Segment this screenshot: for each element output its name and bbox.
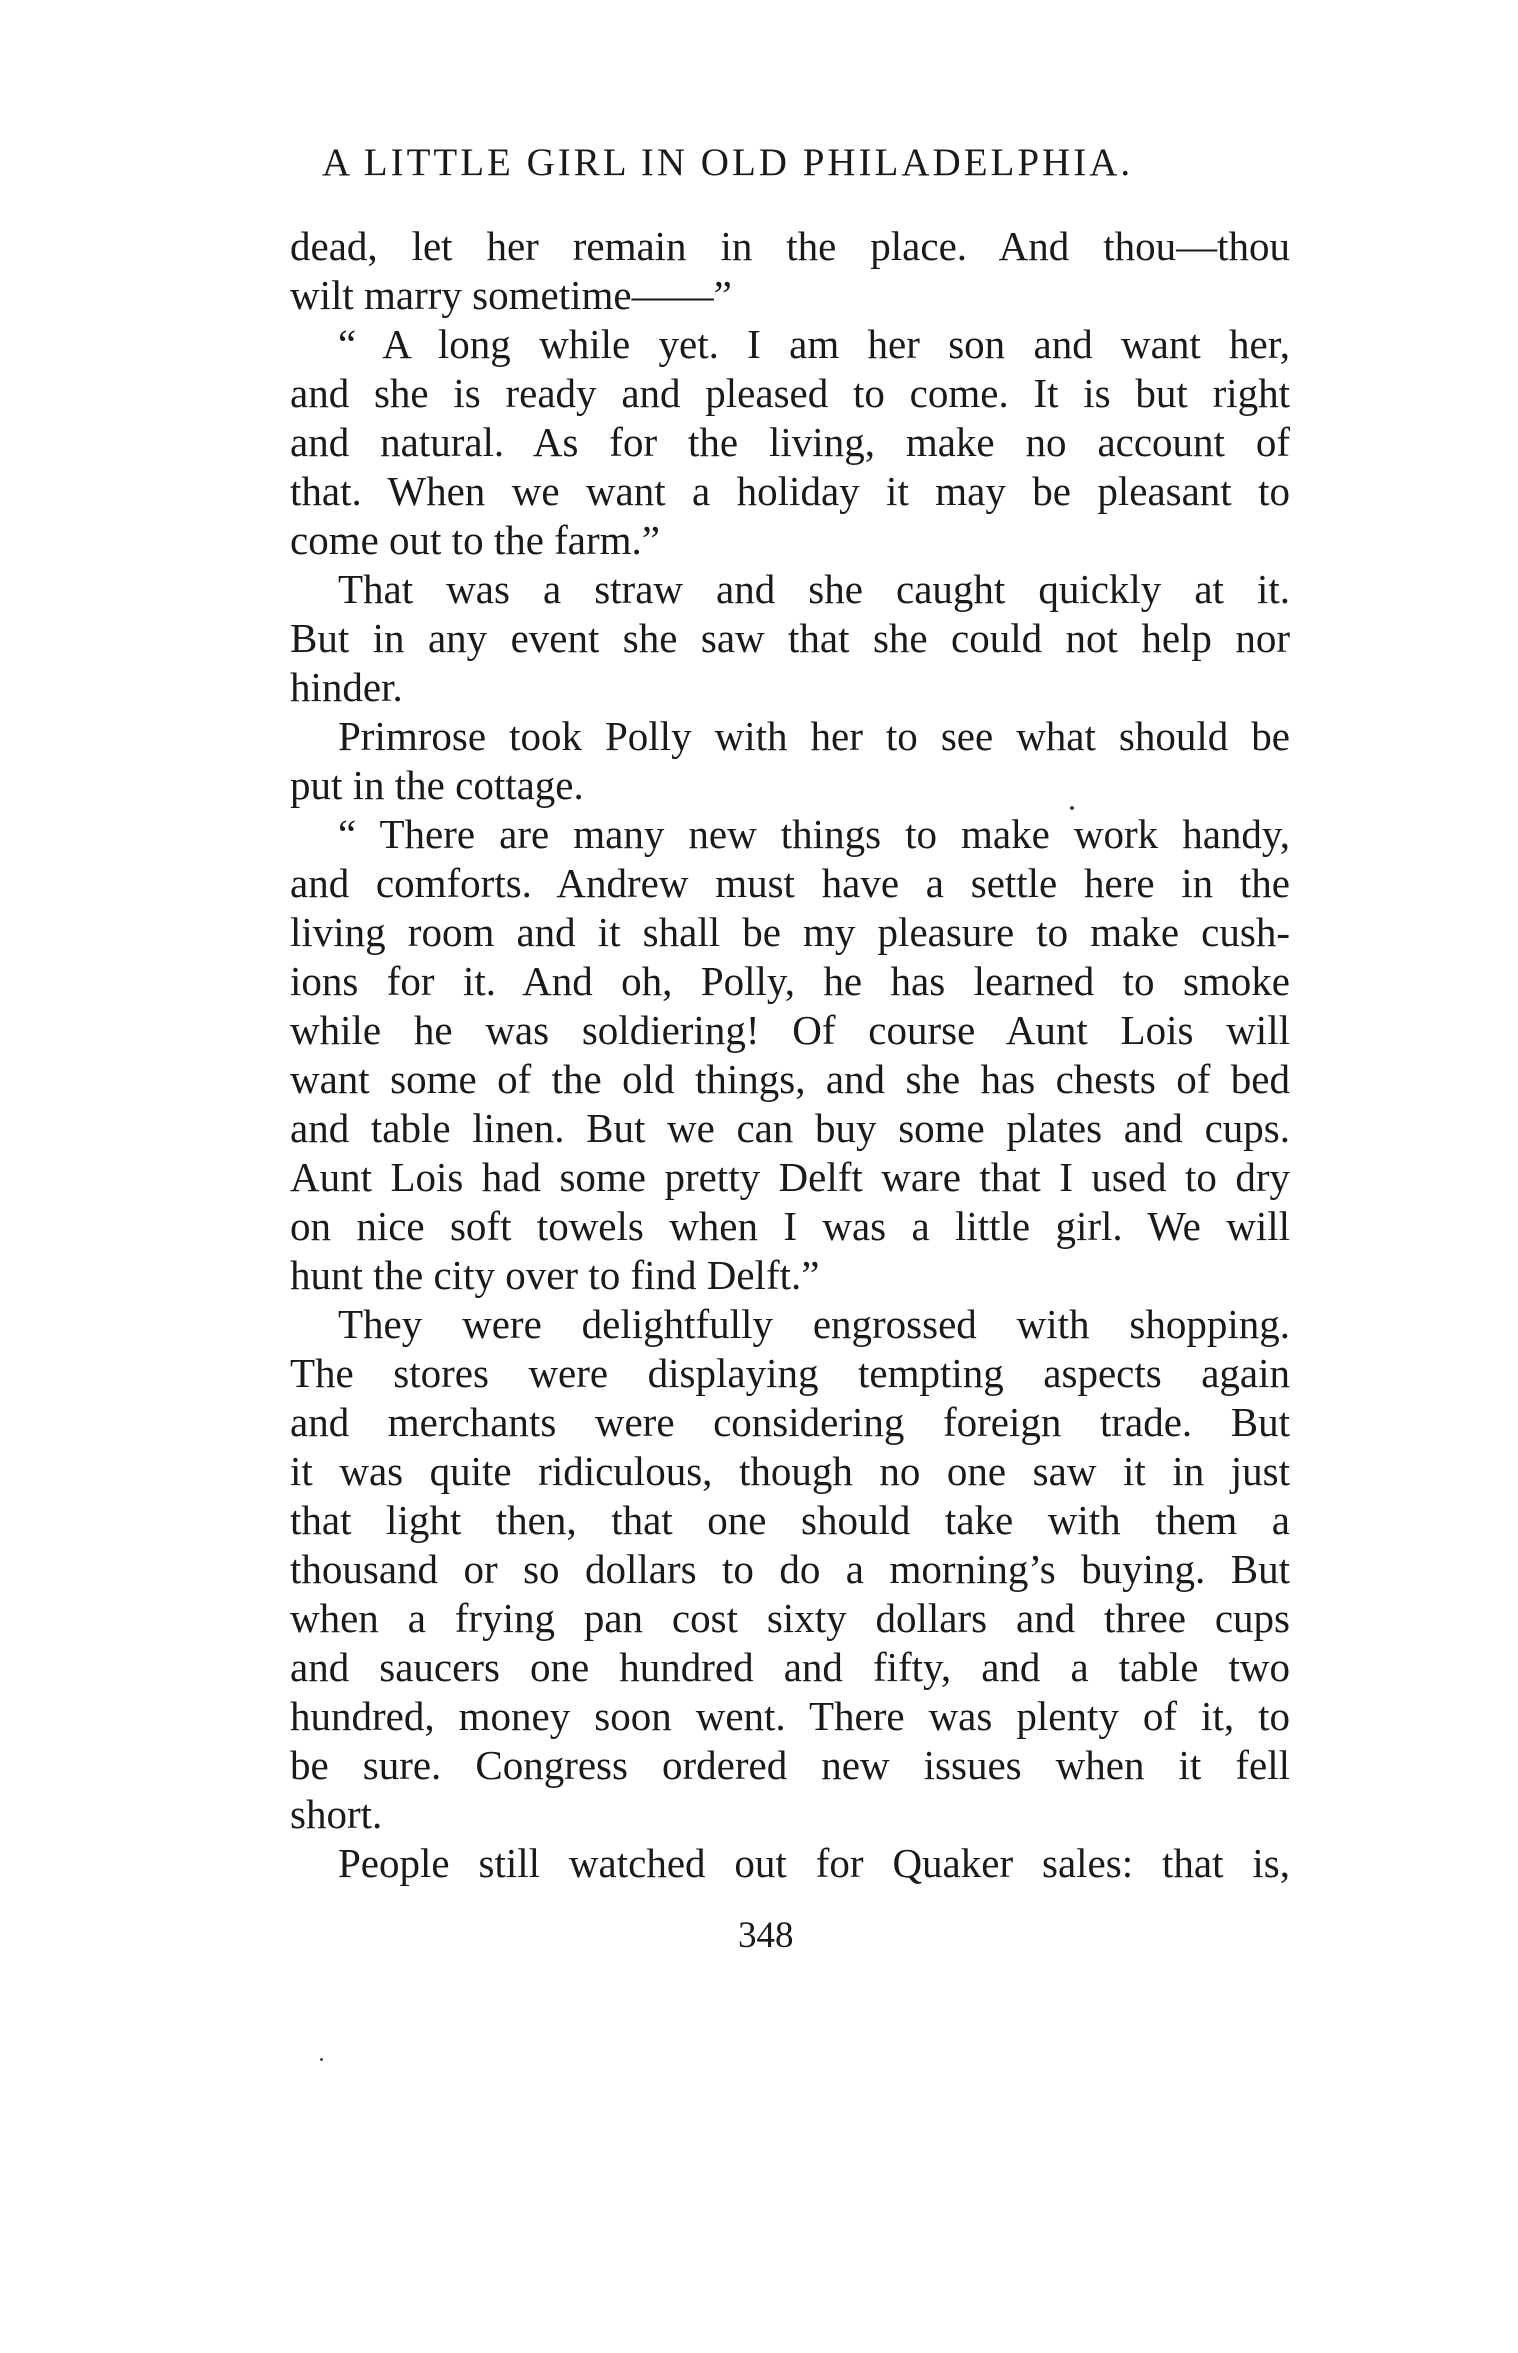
text-line: and table linen. But we can buy some plates and cups. xyxy=(290,1105,1290,1151)
text-line: short. xyxy=(290,1791,383,1837)
text-line: hundred, money soon went. There was plenty of it, to xyxy=(290,1693,1290,1739)
text-line: “ A long while yet. I am her son and want her, xyxy=(338,321,1290,367)
text-line: The stores were displaying tempting aspects again xyxy=(290,1350,1290,1396)
text-line: Primrose took Polly with her to see what should be xyxy=(338,713,1290,759)
text-line: and natural. As for the living, make no account of xyxy=(290,419,1290,465)
text-line: living room and it shall be my pleasure to make cush- xyxy=(290,909,1290,955)
text-line: and she is ready and pleased to come. It is but right xyxy=(290,370,1290,416)
text-line: That was a straw and she caught quickly at it. xyxy=(338,566,1290,612)
text-line: hunt the city over to find Delft.” xyxy=(290,1252,820,1298)
page-number: 348 xyxy=(738,1915,794,1956)
text-line: it was quite ridiculous, though no one saw it in just xyxy=(290,1448,1290,1494)
text-line: Aunt Lois had some pretty Delft ware that I used to dry xyxy=(290,1154,1290,1200)
text-line: But in any event she saw that she could not help nor xyxy=(290,615,1290,661)
body-text xyxy=(290,222,1290,1888)
print-speck xyxy=(1070,806,1074,810)
text-line: “ There are many new things to make work handy, xyxy=(338,811,1290,857)
text-line: put in the cottage. xyxy=(290,762,584,808)
text-line: People still watched out for Quaker sales: that is, xyxy=(338,1840,1290,1886)
text-line: come out to the farm.” xyxy=(290,517,661,563)
text-line: wilt marry sometime——” xyxy=(290,272,732,318)
text-line: dead, let her remain in the place. And thou—thou xyxy=(290,223,1290,269)
text-line: and saucers one hundred and fifty, and a table two xyxy=(290,1644,1290,1690)
text-line: that light then, that one should take with them a xyxy=(290,1497,1290,1543)
text-line: when a frying pan cost sixty dollars and three cups xyxy=(290,1595,1290,1641)
text-line: while he was soldiering! Of course Aunt Lois will xyxy=(290,1007,1290,1053)
text-line: be sure. Congress ordered new issues when it fell xyxy=(290,1742,1290,1788)
text-line: that. When we want a holiday it may be pleasant to xyxy=(290,468,1290,514)
running-head: A LITTLE GIRL IN OLD PHILADELPHIA. xyxy=(322,141,1134,184)
text-line: and comforts. Andrew must have a settle here in the xyxy=(290,860,1290,906)
text-line: on nice soft towels when I was a little girl. We will xyxy=(290,1203,1290,1249)
text-line: They were delightfully engrossed with shopping. xyxy=(338,1301,1290,1347)
text-line: ions for it. And oh, Polly, he has learned to smoke xyxy=(290,958,1290,1004)
text-line: and merchants were considering foreign trade. But xyxy=(290,1399,1290,1445)
text-line: want some of the old things, and she has chests of bed xyxy=(290,1056,1290,1102)
text-line: thousand or so dollars to do a morning’s buying. But xyxy=(290,1546,1290,1592)
text-line: hinder. xyxy=(290,664,403,710)
print-speck xyxy=(320,2058,323,2061)
